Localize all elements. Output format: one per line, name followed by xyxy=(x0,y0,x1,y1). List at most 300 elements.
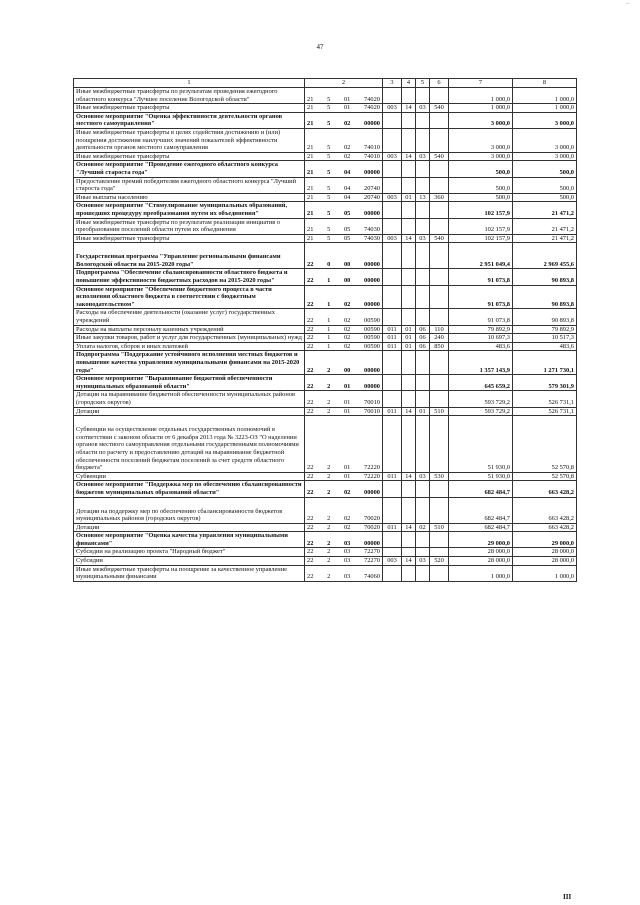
row-csr-cell xyxy=(305,285,383,309)
row-value-year2-cell: 10 517,3 xyxy=(513,334,577,343)
row-value-year1-cell: 682 484,7 xyxy=(449,481,513,497)
row-value-year2-cell: 1 000,0 xyxy=(513,88,577,104)
row-subsection-cell xyxy=(416,481,430,497)
row-section-cell: 01 xyxy=(402,342,416,351)
row-expense-type-cell: 540 xyxy=(430,234,449,243)
row-value-year2-cell: 52 570,8 xyxy=(513,472,577,481)
row-section-cell xyxy=(402,532,416,548)
row-value-year1-cell: 1 000,0 xyxy=(449,104,513,113)
row-csr-cell xyxy=(305,88,383,104)
csr-subprogram: 5 xyxy=(327,168,331,176)
row-name-cell: Основное мероприятие "Обеспечение бюджетного процесса в части исполнения областного бюджета в соответствии с бюджетным законодательством" xyxy=(74,285,305,309)
csr-code xyxy=(307,326,380,334)
row-value-year2-cell: 663 428,2 xyxy=(513,497,577,523)
csr-subprogram: 2 xyxy=(327,548,331,556)
row-csr-cell xyxy=(305,416,383,473)
csr-event: 02 xyxy=(343,144,351,152)
row-value-year2-cell: 90 893,8 xyxy=(513,285,577,309)
csr-direction: 00000 xyxy=(364,209,380,217)
csr-code xyxy=(307,185,380,193)
row-expense-type-cell: 110 xyxy=(430,325,449,334)
row-section-cell xyxy=(402,88,416,104)
row-name-cell: Подпрограмма "Поддержание устойчивого исполнения местных бюджетов и повышение качества управления муниципальными финансами на 2015-2020 годы" xyxy=(74,351,305,375)
row-name-cell: Субсидии xyxy=(74,557,305,566)
row-subsection-cell: 03 xyxy=(416,234,430,243)
table-row xyxy=(74,375,577,391)
row-subsection-cell xyxy=(416,128,430,152)
row-name-cell: Дотации на выравнивание бюджетной обеспеченности муниципальных районов (городских округов) xyxy=(74,391,305,407)
row-csr-cell xyxy=(305,481,383,497)
row-csr-cell xyxy=(305,472,383,481)
csr-event: 02 xyxy=(343,523,351,531)
row-value-year1-cell: 500,0 xyxy=(449,161,513,177)
row-value-year2-cell: 1 000,0 xyxy=(513,104,577,113)
table-row xyxy=(74,497,577,523)
page-number: 47 xyxy=(316,43,324,51)
row-grbs-cell xyxy=(383,285,402,309)
row-value-year1-cell: 91 073,8 xyxy=(449,269,513,285)
row-csr-cell xyxy=(305,565,383,581)
csr-code xyxy=(307,464,380,472)
row-value-year1-cell: 682 484,7 xyxy=(449,497,513,523)
table-row xyxy=(74,391,577,407)
csr-direction: 70010 xyxy=(364,398,380,406)
row-csr-cell xyxy=(305,497,383,523)
row-value-year1-cell: 29 000,0 xyxy=(449,532,513,548)
csr-program: 21 xyxy=(307,193,314,201)
header-cell: 5 xyxy=(416,79,430,88)
row-section-cell xyxy=(402,128,416,152)
csr-subprogram: 1 xyxy=(327,334,331,342)
row-expense-type-cell: 510 xyxy=(430,523,449,532)
row-subsection-cell: 03 xyxy=(416,472,430,481)
row-grbs-cell xyxy=(383,112,402,128)
csr-subprogram: 2 xyxy=(327,523,331,531)
csr-program: 22 xyxy=(307,277,314,285)
row-grbs-cell: 011 xyxy=(383,342,402,351)
row-expense-type-cell: 530 xyxy=(430,472,449,481)
row-grbs-cell xyxy=(383,177,402,193)
row-name-cell: Иные межбюджетные трансферты xyxy=(74,152,305,161)
row-subsection-cell xyxy=(416,112,430,128)
row-name-cell: Уплата налогов, сборов и иных платежей xyxy=(74,342,305,351)
row-grbs-cell xyxy=(383,548,402,557)
csr-event: 02 xyxy=(343,152,351,160)
csr-direction: 74010 xyxy=(364,152,380,160)
row-name-cell: Расходы на выплаты персоналу казенных учреждений xyxy=(74,325,305,334)
csr-program: 21 xyxy=(307,209,314,217)
table-row xyxy=(74,334,577,343)
row-subsection-cell: 13 xyxy=(416,193,430,202)
row-name-cell: Субвенции xyxy=(74,472,305,481)
csr-code xyxy=(307,399,380,407)
csr-program: 21 xyxy=(307,185,314,193)
row-section-cell xyxy=(402,351,416,375)
row-value-year2-cell: 29 000,0 xyxy=(513,532,577,548)
row-csr-cell xyxy=(305,177,383,193)
table-row xyxy=(74,269,577,285)
table-row xyxy=(74,152,577,161)
row-grbs-cell: 011 xyxy=(383,472,402,481)
row-expense-type-cell: 540 xyxy=(430,152,449,161)
csr-event: 04 xyxy=(343,185,351,193)
csr-direction: 00000 xyxy=(364,488,380,496)
csr-code xyxy=(307,210,380,218)
row-name-cell: Иные межбюджетные трансферты по результатам проведения ежегодного областного конкурса "Лучшее поселение Вологодской области" xyxy=(74,88,305,104)
row-grbs-cell: 003 xyxy=(383,104,402,113)
row-csr-cell xyxy=(305,104,383,113)
row-value-year2-cell: 526 731,1 xyxy=(513,391,577,407)
row-value-year2-cell: 663 428,2 xyxy=(513,523,577,532)
row-subsection-cell xyxy=(416,285,430,309)
header-cell: 2 xyxy=(305,79,383,88)
csr-event: 05 xyxy=(343,234,351,242)
csr-event: 01 xyxy=(343,472,351,480)
row-section-cell xyxy=(402,481,416,497)
row-expense-type-cell: 520 xyxy=(430,557,449,566)
csr-program: 21 xyxy=(307,95,314,103)
row-value-year2-cell: 3 000,0 xyxy=(513,152,577,161)
row-name-cell: Субвенции на осуществление отдельных государственных полномочий в соответствии с законом области от 6 декабря 2013 года № 3223-ОЗ "О наделении органов местного самоуправления отдельными государственными полномочиями области по расчету и предоставлению дотаций на выравнивание бюджетной обеспеченности поселений бюджетам поселений за счет средств областного бюджета" xyxy=(74,416,305,473)
csr-event: 02 xyxy=(343,515,351,523)
row-grbs-cell xyxy=(383,128,402,152)
csr-code xyxy=(307,334,380,342)
csr-code xyxy=(307,573,380,581)
csr-code xyxy=(307,194,380,202)
row-value-year1-cell: 3 000,0 xyxy=(449,152,513,161)
csr-code xyxy=(307,317,380,325)
csr-program: 22 xyxy=(307,334,314,342)
row-grbs-cell xyxy=(383,497,402,523)
row-expense-type-cell xyxy=(430,548,449,557)
csr-direction: 00000 xyxy=(364,277,380,285)
row-value-year2-cell: 1 000,0 xyxy=(513,565,577,581)
row-expense-type-cell xyxy=(430,532,449,548)
table-row xyxy=(74,88,577,104)
row-subsection-cell: 03 xyxy=(416,152,430,161)
csr-subprogram: 5 xyxy=(327,234,331,242)
row-grbs-cell xyxy=(383,88,402,104)
csr-program: 22 xyxy=(307,515,314,523)
csr-code xyxy=(307,277,380,285)
csr-code xyxy=(307,367,380,375)
row-section-cell xyxy=(402,375,416,391)
row-grbs-cell: 011 xyxy=(383,523,402,532)
csr-event: 01 xyxy=(343,407,351,415)
row-value-year1-cell: 593 729,2 xyxy=(449,407,513,416)
table-row xyxy=(74,161,577,177)
csr-program: 21 xyxy=(307,234,314,242)
table-row xyxy=(74,472,577,481)
table-row xyxy=(74,193,577,202)
table-row xyxy=(74,202,577,218)
table-row xyxy=(74,104,577,113)
row-expense-type-cell xyxy=(430,391,449,407)
row-expense-type-cell: 240 xyxy=(430,334,449,343)
row-name-cell: Основное мероприятие "Выравнивание бюджетной обеспеченности муниципальных образований области" xyxy=(74,375,305,391)
csr-direction: 74020 xyxy=(364,104,380,112)
row-section-cell: 01 xyxy=(402,334,416,343)
table-row xyxy=(74,234,577,243)
row-value-year2-cell: 79 892,9 xyxy=(513,325,577,334)
row-grbs-cell xyxy=(383,243,402,269)
csr-subprogram: 1 xyxy=(327,300,331,308)
row-value-year2-cell: 21 471,2 xyxy=(513,234,577,243)
csr-subprogram: 1 xyxy=(327,342,331,350)
csr-code xyxy=(307,104,380,112)
csr-program: 22 xyxy=(307,300,314,308)
row-name-cell: Основное мероприятие "Проведение ежегодного областного конкурса "Лучший староста года" xyxy=(74,161,305,177)
csr-code xyxy=(307,489,380,497)
row-subsection-cell: 06 xyxy=(416,334,430,343)
row-grbs-cell: 003 xyxy=(383,234,402,243)
csr-code xyxy=(307,226,380,234)
csr-program: 21 xyxy=(307,152,314,160)
header-cell: 6 xyxy=(430,79,449,88)
row-grbs-cell xyxy=(383,202,402,218)
row-section-cell xyxy=(402,269,416,285)
csr-direction: 74020 xyxy=(364,95,380,103)
row-csr-cell xyxy=(305,202,383,218)
row-section-cell xyxy=(402,497,416,523)
row-csr-cell xyxy=(305,391,383,407)
csr-event: 01 xyxy=(343,104,351,112)
row-expense-type-cell xyxy=(430,88,449,104)
table-header-row xyxy=(74,79,577,88)
row-name-cell: Предоставление премий победителям ежегодного областного конкурса "Лучший староста года" xyxy=(74,177,305,193)
header-cell: 1 xyxy=(74,79,305,88)
row-expense-type-cell xyxy=(430,177,449,193)
table-row xyxy=(74,285,577,309)
row-grbs-cell xyxy=(383,481,402,497)
csr-program: 22 xyxy=(307,539,314,547)
row-name-cell: Иные межбюджетные трансферты xyxy=(74,234,305,243)
row-csr-cell xyxy=(305,351,383,375)
row-subsection-cell xyxy=(416,375,430,391)
row-value-year2-cell: 90 893,8 xyxy=(513,309,577,325)
csr-event: 03 xyxy=(343,573,351,581)
row-value-year2-cell: 579 301,9 xyxy=(513,375,577,391)
row-section-cell xyxy=(402,161,416,177)
csr-event: 01 xyxy=(343,398,351,406)
row-grbs-cell xyxy=(383,161,402,177)
row-value-year1-cell: 645 659,2 xyxy=(449,375,513,391)
row-csr-cell xyxy=(305,548,383,557)
row-value-year1-cell: 91 073,8 xyxy=(449,285,513,309)
csr-program: 22 xyxy=(307,464,314,472)
csr-subprogram: 2 xyxy=(327,407,331,415)
row-value-year1-cell: 1 000,0 xyxy=(449,565,513,581)
csr-subprogram: 5 xyxy=(327,209,331,217)
table-row xyxy=(74,548,577,557)
csr-code xyxy=(307,383,380,391)
csr-code xyxy=(307,515,380,523)
csr-code xyxy=(307,169,380,177)
row-value-year1-cell: 28 000,0 xyxy=(449,548,513,557)
table-row xyxy=(74,112,577,128)
csr-event: 01 xyxy=(343,382,351,390)
csr-direction: 00000 xyxy=(364,382,380,390)
csr-subprogram: 5 xyxy=(327,193,331,201)
csr-direction: 00590 xyxy=(364,325,380,333)
csr-direction: 00590 xyxy=(364,342,380,350)
row-grbs-cell xyxy=(383,565,402,581)
row-csr-cell xyxy=(305,128,383,152)
csr-subprogram: 5 xyxy=(327,95,331,103)
row-value-year2-cell: 500,0 xyxy=(513,161,577,177)
row-name-cell: Субсидии на реализацию проекта "Народный бюджет" xyxy=(74,548,305,557)
row-section-cell: 01 xyxy=(402,193,416,202)
table-row xyxy=(74,342,577,351)
csr-program: 22 xyxy=(307,472,314,480)
row-subsection-cell xyxy=(416,548,430,557)
row-subsection-cell xyxy=(416,532,430,548)
row-section-cell xyxy=(402,416,416,473)
row-grbs-cell: 003 xyxy=(383,152,402,161)
row-grbs-cell xyxy=(383,309,402,325)
row-csr-cell xyxy=(305,161,383,177)
corner-mark: ... xyxy=(625,0,630,6)
table-row xyxy=(74,557,577,566)
row-subsection-cell xyxy=(416,391,430,407)
row-value-year2-cell: 3 000,0 xyxy=(513,112,577,128)
csr-subprogram: 5 xyxy=(327,152,331,160)
row-section-cell xyxy=(402,112,416,128)
row-name-cell: Дотации на поддержку мер по обеспечению сбалансированности бюджетов муниципальных районов (городских округов) xyxy=(74,497,305,523)
row-section-cell: 01 xyxy=(402,325,416,334)
row-grbs-cell: 003 xyxy=(383,193,402,202)
csr-program: 21 xyxy=(307,120,314,128)
csr-program: 22 xyxy=(307,488,314,496)
table-row xyxy=(74,218,577,234)
row-name-cell: Иные межбюджетные трансферты в целях содействия достижению и (или) поощрения достижения наилучших значений показателей эффективности деятельности органов местного самоуправления xyxy=(74,128,305,152)
row-value-year1-cell: 91 073,8 xyxy=(449,309,513,325)
csr-direction: 72270 xyxy=(364,548,380,556)
csr-subprogram: 2 xyxy=(327,539,331,547)
table-row xyxy=(74,407,577,416)
csr-event: 02 xyxy=(343,317,351,325)
row-csr-cell xyxy=(305,218,383,234)
csr-subprogram: 1 xyxy=(327,325,331,333)
row-expense-type-cell: 540 xyxy=(430,104,449,113)
csr-program: 22 xyxy=(307,325,314,333)
csr-direction: 72220 xyxy=(364,464,380,472)
row-expense-type-cell xyxy=(430,497,449,523)
row-subsection-cell xyxy=(416,416,430,473)
csr-code xyxy=(307,301,380,309)
row-section-cell xyxy=(402,285,416,309)
row-value-year2-cell: 483,6 xyxy=(513,342,577,351)
row-value-year1-cell: 682 484,7 xyxy=(449,523,513,532)
csr-subprogram: 1 xyxy=(327,277,331,285)
row-value-year2-cell: 1 271 730,1 xyxy=(513,351,577,375)
row-name-cell: Государственная программа "Управление региональными финансами Вологодской области на 2015-2020 годы" xyxy=(74,243,305,269)
row-section-cell xyxy=(402,565,416,581)
table-row xyxy=(74,128,577,152)
csr-subprogram: 5 xyxy=(327,120,331,128)
row-subsection-cell: 06 xyxy=(416,342,430,351)
csr-subprogram: 2 xyxy=(327,472,331,480)
row-name-cell: Основное мероприятие "Стимулирование муниципальных образований, прошедших процедуру преобразования путем их объединения" xyxy=(74,202,305,218)
csr-program: 22 xyxy=(307,382,314,390)
row-value-year1-cell: 102 157,9 xyxy=(449,234,513,243)
csr-event: 03 xyxy=(343,548,351,556)
table-row xyxy=(74,565,577,581)
csr-direction: 20740 xyxy=(364,185,380,193)
row-section-cell: 14 xyxy=(402,234,416,243)
row-expense-type-cell: 850 xyxy=(430,342,449,351)
row-value-year2-cell: 663 428,2 xyxy=(513,481,577,497)
row-section-cell: 14 xyxy=(402,104,416,113)
row-name-cell: Основное мероприятие "Оценка эффективности деятельности органов местного самоуправления" xyxy=(74,112,305,128)
csr-event: 05 xyxy=(343,226,351,234)
csr-code xyxy=(307,343,380,351)
row-name-cell: Иные межбюджетные трансферты xyxy=(74,104,305,113)
csr-direction: 20740 xyxy=(364,193,380,201)
csr-subprogram: 2 xyxy=(327,557,331,565)
row-section-cell xyxy=(402,391,416,407)
row-value-year1-cell: 28 000,0 xyxy=(449,557,513,566)
row-subsection-cell xyxy=(416,243,430,269)
row-section-cell: 14 xyxy=(402,472,416,481)
csr-direction: 72220 xyxy=(364,472,380,480)
row-expense-type-cell xyxy=(430,161,449,177)
row-name-cell: Основное мероприятие "Оценка качества управления муниципальными финансами" xyxy=(74,532,305,548)
row-value-year2-cell: 500,0 xyxy=(513,193,577,202)
csr-program: 22 xyxy=(307,366,314,374)
row-csr-cell xyxy=(305,269,383,285)
row-value-year1-cell: 593 729,2 xyxy=(449,391,513,407)
row-grbs-cell: 011 xyxy=(383,334,402,343)
csr-subprogram: 2 xyxy=(327,464,331,472)
csr-direction: 00000 xyxy=(364,168,380,176)
row-name-cell: Дотации xyxy=(74,407,305,416)
row-section-cell: 14 xyxy=(402,557,416,566)
csr-direction: 74030 xyxy=(364,234,380,242)
row-value-year1-cell: 3 000,0 xyxy=(449,128,513,152)
csr-direction: 00000 xyxy=(364,539,380,547)
row-value-year2-cell: 2 969 455,6 xyxy=(513,243,577,269)
csr-direction: 00000 xyxy=(364,300,380,308)
row-expense-type-cell xyxy=(430,565,449,581)
row-name-cell: Дотации xyxy=(74,523,305,532)
row-value-year2-cell: 52 570,8 xyxy=(513,416,577,473)
csr-program: 22 xyxy=(307,523,314,531)
row-value-year2-cell: 21 471,2 xyxy=(513,202,577,218)
row-csr-cell xyxy=(305,152,383,161)
row-name-cell: Иные закупки товаров, работ и услуг для государственных (муниципальных) нужд xyxy=(74,334,305,343)
csr-code xyxy=(307,557,380,565)
row-csr-cell xyxy=(305,234,383,243)
row-value-year2-cell: 21 471,2 xyxy=(513,218,577,234)
row-section-cell: 14 xyxy=(402,407,416,416)
row-value-year1-cell: 1 000,0 xyxy=(449,88,513,104)
row-section-cell xyxy=(402,243,416,269)
table-body xyxy=(74,88,577,582)
row-name-cell: Иные межбюджетные трансферты по результатам реализации инициатив о преобразовании поселений области путем их объединения xyxy=(74,218,305,234)
csr-direction: 74030 xyxy=(364,226,380,234)
row-value-year1-cell: 483,6 xyxy=(449,342,513,351)
csr-subprogram: 5 xyxy=(327,226,331,234)
csr-subprogram: 2 xyxy=(327,515,331,523)
row-subsection-cell xyxy=(416,161,430,177)
row-subsection-cell: 03 xyxy=(416,557,430,566)
csr-direction: 74060 xyxy=(364,573,380,581)
row-csr-cell xyxy=(305,557,383,566)
row-name-cell: Иные выплаты населению xyxy=(74,193,305,202)
row-section-cell xyxy=(402,218,416,234)
row-value-year1-cell: 51 930,0 xyxy=(449,416,513,473)
